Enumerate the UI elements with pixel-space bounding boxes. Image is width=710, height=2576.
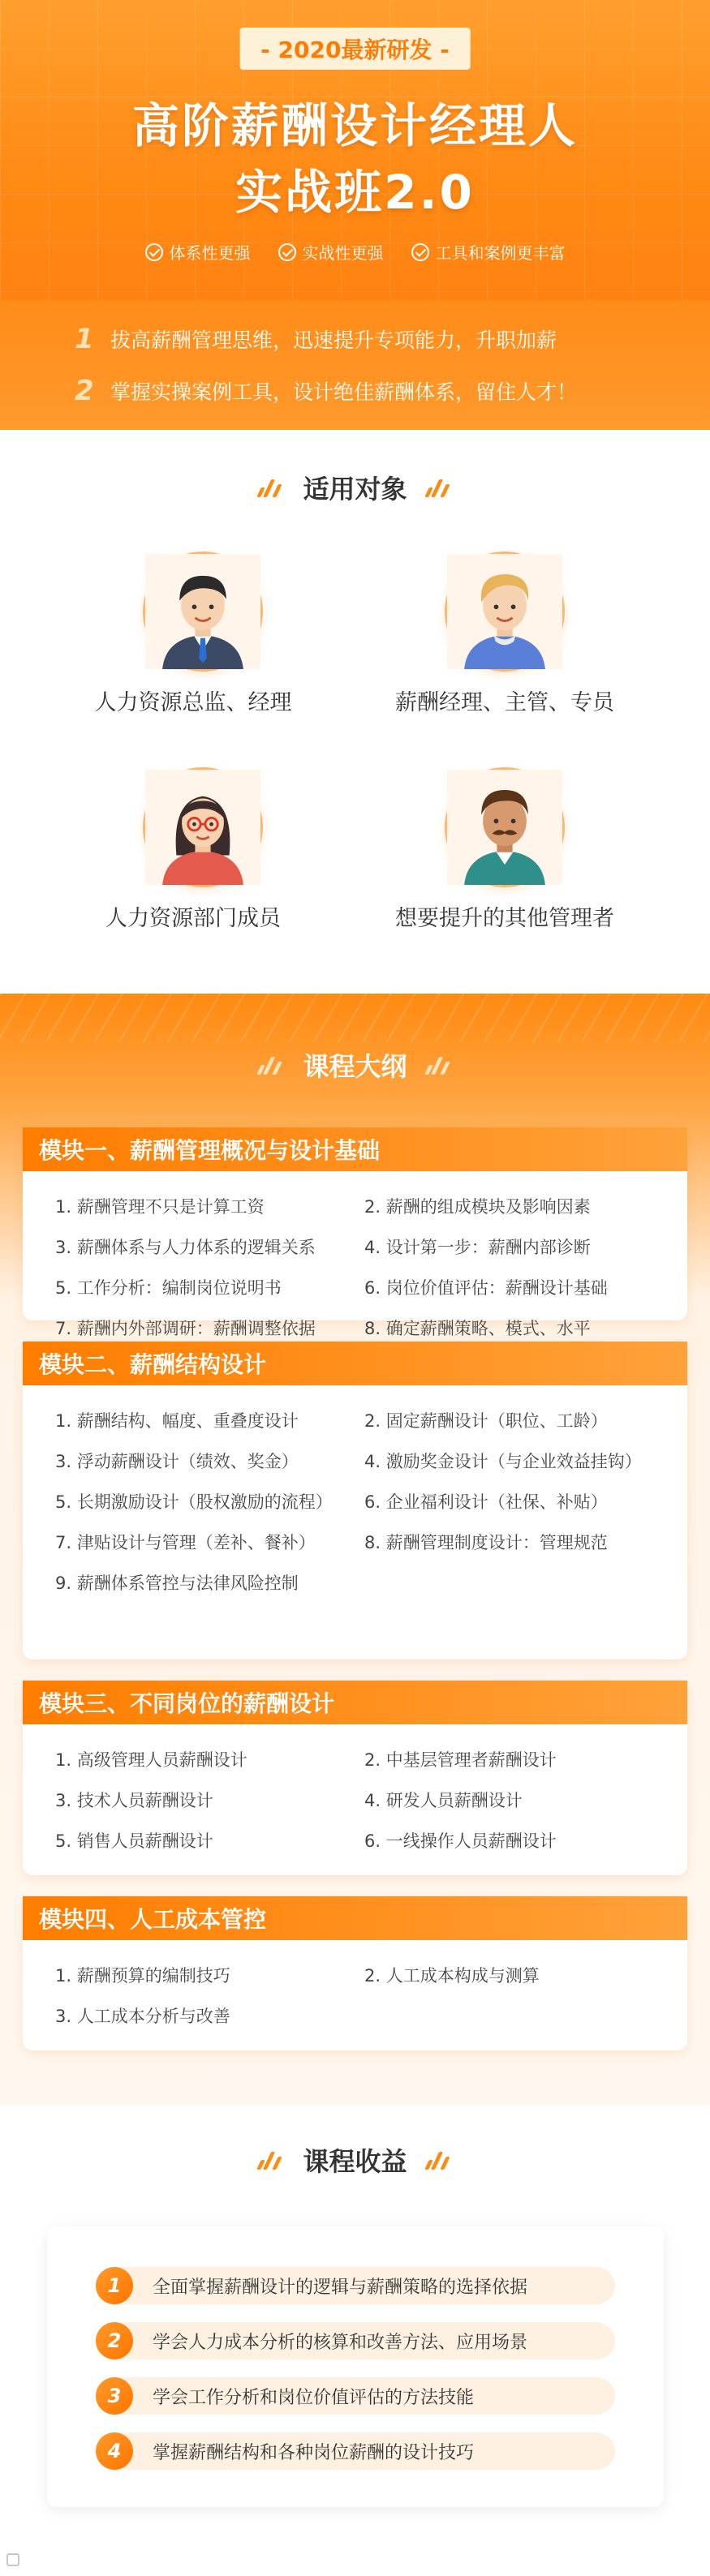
audience-section-title bbox=[0, 469, 710, 506]
feature-label: 体系性更强 bbox=[169, 243, 251, 263]
module-card bbox=[23, 1127, 687, 1338]
module-item: 2. 中基层管理者薪酬设计 bbox=[364, 1750, 557, 1770]
module-row bbox=[23, 1739, 687, 1780]
module-item: 1. 薪酬结构、幅度、重叠度设计 bbox=[55, 1411, 299, 1431]
module-card bbox=[23, 1896, 687, 2050]
feature-item bbox=[278, 240, 384, 264]
module-item: 3. 人工成本分析与改善 bbox=[55, 2007, 230, 2026]
module-row bbox=[23, 1995, 687, 2036]
module-item: 1. 薪酬管理不只是计算工资 bbox=[55, 1197, 265, 1217]
module-item: 2. 薪酬的组成模块及影响因素 bbox=[364, 1197, 591, 1217]
module-row bbox=[23, 1400, 687, 1440]
benefit-number-badge: 2 bbox=[96, 2322, 133, 2359]
blond-man-avatar-icon bbox=[445, 552, 565, 672]
goal-item bbox=[75, 375, 577, 407]
section-title-text: 课程收益 bbox=[303, 2146, 407, 2177]
module-item: 4. 激励奖金设计（与企业效益挂钩） bbox=[364, 1452, 642, 1471]
module-item: 3. 技术人员薪酬设计 bbox=[55, 1791, 213, 1810]
benefit-item bbox=[96, 2432, 615, 2470]
goal-number: 1 bbox=[75, 323, 94, 355]
module-item: 5. 销售人员薪酬设计 bbox=[55, 1831, 213, 1851]
module-row bbox=[23, 1440, 687, 1481]
module-items bbox=[23, 1940, 687, 2036]
module-item: 1. 薪酬预算的编制技巧 bbox=[55, 1966, 230, 1986]
module-item: 5. 工作分析：编制岗位说明书 bbox=[55, 1278, 282, 1298]
module-title: 模块二、薪酬结构设计 bbox=[23, 1342, 687, 1385]
module-item: 2. 人工成本构成与测算 bbox=[364, 1966, 540, 1986]
module-item: 8. 确定薪酬策略、模式、水平 bbox=[364, 1319, 591, 1338]
feature-label: 实战性更强 bbox=[302, 243, 384, 263]
benefits-card bbox=[47, 2226, 664, 2507]
benefit-item bbox=[96, 2267, 615, 2304]
title-decoration-icon bbox=[257, 2150, 285, 2170]
module-items bbox=[23, 1171, 687, 1348]
hero-banner bbox=[0, 0, 710, 300]
module-row bbox=[23, 1562, 687, 1603]
module-row bbox=[23, 1780, 687, 1820]
mustache-man-avatar-icon bbox=[445, 767, 565, 887]
woman-glasses-avatar-icon bbox=[143, 767, 263, 887]
feature-label: 工具和案例更丰富 bbox=[435, 243, 566, 263]
audience-label: 想要提升的其他管理者 bbox=[395, 906, 614, 931]
module-row bbox=[23, 1522, 687, 1562]
module-item: 7. 津贴设计与管理（差补、餐补） bbox=[55, 1533, 316, 1552]
section-title-text: 课程大纲 bbox=[303, 1051, 407, 1082]
title-decoration-icon bbox=[425, 2150, 453, 2170]
audience-label: 人力资源总监、经理 bbox=[94, 690, 292, 715]
benefit-text: 学会人力成本分析的核算和改善方法、应用场景 bbox=[153, 2332, 528, 2353]
module-item: 7. 薪酬内外部调研：薪酬调整依据 bbox=[55, 1319, 316, 1338]
module-item: 8. 薪酬管理制度设计：管理规范 bbox=[364, 1533, 608, 1552]
goals-band bbox=[0, 300, 710, 430]
module-row bbox=[23, 1820, 687, 1861]
section-title-text: 适用对象 bbox=[303, 474, 407, 504]
module-item: 3. 浮动薪酬设计（绩效、奖金） bbox=[55, 1452, 299, 1471]
check-circle-icon bbox=[145, 243, 163, 261]
goal-number: 2 bbox=[75, 375, 94, 407]
module-title: 模块一、薪酬管理概况与设计基础 bbox=[23, 1127, 687, 1171]
benefit-text: 全面掌握薪酬设计的逻辑与薪酬策略的选择依据 bbox=[153, 2277, 528, 2298]
module-row bbox=[23, 1267, 687, 1307]
benefit-number-badge: 4 bbox=[96, 2432, 133, 2470]
title-decoration-icon bbox=[257, 478, 285, 497]
hero-tag: - 2020最新研发 - bbox=[239, 28, 471, 70]
benefit-item bbox=[96, 2377, 615, 2415]
curriculum-section-title bbox=[0, 1046, 710, 1084]
benefit-text: 掌握薪酬结构和各种岗位薪酬的设计技巧 bbox=[153, 2442, 475, 2463]
goal-item bbox=[75, 323, 557, 355]
benefit-text: 学会工作分析和岗位价值评估的方法技能 bbox=[153, 2387, 475, 2408]
module-row bbox=[23, 1186, 687, 1226]
module-title: 模块四、人工成本管控 bbox=[23, 1896, 687, 1940]
goal-text: 掌握实操案例工具，设计绝佳薪酬体系，留住人才！ bbox=[110, 380, 578, 404]
audience-label: 薪酬经理、主管、专员 bbox=[395, 690, 614, 715]
goal-text: 拔高薪酬管理思维，迅速提升专项能力，升职加薪 bbox=[110, 328, 557, 352]
module-item: 5. 长期激励设计（股权激励的流程） bbox=[55, 1492, 333, 1512]
benefit-item bbox=[96, 2322, 615, 2359]
feature-item bbox=[145, 240, 251, 264]
module-item: 3. 薪酬体系与人力体系的逻辑关系 bbox=[55, 1238, 316, 1257]
check-circle-icon bbox=[278, 243, 296, 261]
title-decoration-icon bbox=[425, 478, 453, 497]
module-items bbox=[23, 1385, 687, 1603]
module-card bbox=[23, 1681, 687, 1875]
module-card bbox=[23, 1342, 687, 1659]
watermark-icon bbox=[6, 2553, 19, 2566]
title-decoration-icon bbox=[257, 1055, 285, 1075]
benefit-number-badge: 1 bbox=[96, 2267, 133, 2304]
module-items bbox=[23, 1724, 687, 1861]
hero-title-line1: 高阶薪酬设计经理人 bbox=[131, 98, 578, 153]
module-item: 6. 一线操作人员薪酬设计 bbox=[364, 1831, 557, 1851]
man-suit-avatar-icon bbox=[143, 552, 263, 672]
curriculum-pattern bbox=[0, 994, 710, 1042]
module-item: 1. 高级管理人员薪酬设计 bbox=[55, 1750, 247, 1770]
hero-title-line2: 实战班2.0 bbox=[235, 165, 475, 220]
benefit-number-badge: 3 bbox=[96, 2377, 133, 2415]
title-decoration-icon bbox=[425, 1055, 453, 1075]
module-row bbox=[23, 1955, 687, 1995]
module-item: 2. 固定薪酬设计（职位、工龄） bbox=[364, 1411, 608, 1431]
module-item: 6. 企业福利设计（社保、补贴） bbox=[364, 1492, 608, 1512]
benefits-section-title bbox=[0, 2141, 710, 2179]
module-item: 6. 岗位价值评估：薪酬设计基础 bbox=[364, 1278, 608, 1298]
module-item: 4. 研发人员薪酬设计 bbox=[364, 1791, 523, 1810]
hero-features bbox=[0, 240, 710, 264]
check-circle-icon bbox=[411, 243, 429, 261]
module-item: 9. 薪酬体系管控与法律风险控制 bbox=[55, 1574, 299, 1593]
audience-label: 人力资源部门成员 bbox=[105, 906, 281, 931]
watermark-logo bbox=[6, 2553, 23, 2566]
module-row bbox=[23, 1481, 687, 1522]
feature-item bbox=[411, 240, 566, 264]
module-row bbox=[23, 1226, 687, 1267]
module-title: 模块三、不同岗位的薪酬设计 bbox=[23, 1681, 687, 1724]
module-item: 4. 设计第一步：薪酬内部诊断 bbox=[364, 1238, 591, 1257]
